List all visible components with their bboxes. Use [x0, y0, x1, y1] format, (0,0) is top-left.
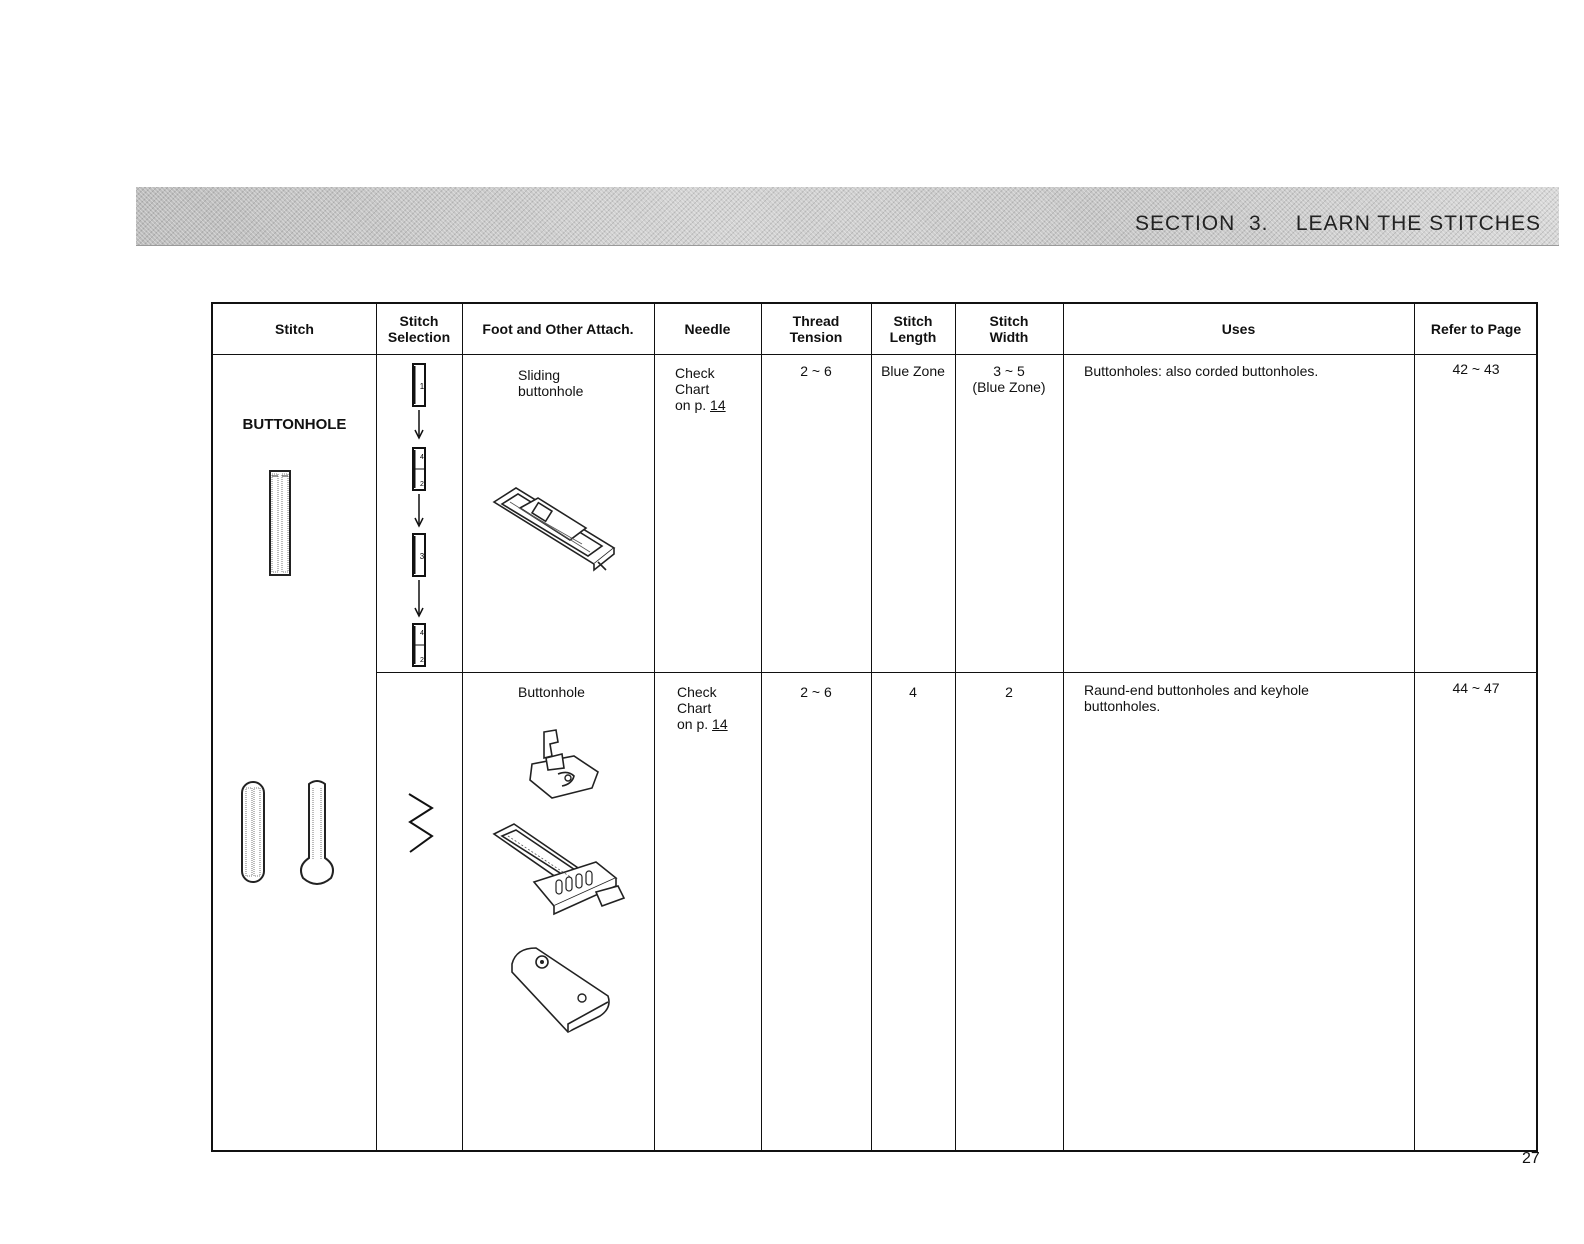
header-uses: Uses [1221, 321, 1256, 337]
needle-page-ref: 14 [712, 716, 728, 732]
column-divider [1414, 304, 1415, 1150]
refer-to-page-value: 42 ~ 43 [1452, 361, 1500, 377]
header-stitch-width: Stitch Width [989, 313, 1029, 345]
svg-text:4: 4 [420, 454, 424, 461]
straight-buttonhole-stitch-icon [268, 468, 292, 578]
down-arrow-icon [415, 580, 423, 616]
stitch-length-value: 4 [909, 684, 917, 700]
column-divider [376, 304, 377, 1150]
round-end-buttonhole-stitch-icon [238, 778, 268, 886]
stitch-selection-sequence [408, 362, 438, 672]
svg-text:4: 4 [420, 630, 424, 637]
column-divider [1063, 304, 1064, 1150]
header-stitch-selection: Stitch Selection [387, 313, 451, 345]
page-number: 27 [1522, 1150, 1540, 1167]
selection-step-label: 3 [419, 552, 425, 561]
header-needle: Needle [684, 321, 731, 337]
buttonhole-foot-icon [522, 728, 602, 800]
selection-step-label: 1 [419, 382, 425, 391]
down-arrow-icon [415, 410, 423, 438]
uses-text: Buttonholes: also corded buttonholes. [1084, 363, 1319, 379]
foot-label: Buttonhole [518, 684, 585, 700]
stitch-length-value: Blue Zone [881, 363, 945, 379]
down-arrow-icon [415, 494, 423, 526]
header-thread-tension: Thread Tension [789, 313, 843, 345]
refer-to-page-value: 44 ~ 47 [1452, 680, 1500, 696]
column-divider [761, 304, 762, 1150]
thread-tension-value: 2 ~ 6 [800, 684, 832, 700]
section-banner [136, 187, 1559, 246]
header-refer-to-page: Refer to Page [1430, 321, 1522, 337]
buttonhole-template-icon [508, 944, 614, 1036]
needle-page-ref: 14 [710, 397, 726, 413]
needle-note: Check Chart on p. 14 [677, 684, 728, 732]
header-stitch-length: Stitch Length [889, 313, 937, 345]
header-foot: Foot and Other Attach. [482, 321, 634, 337]
sliding-buttonhole-foot-icon [490, 478, 620, 578]
stitch-pattern-display-icon [413, 624, 425, 666]
needle-note: Check Chart on p. 14 [675, 365, 726, 413]
column-divider [871, 304, 872, 1150]
stitch-pattern-display-icon [413, 448, 425, 490]
row-divider [376, 672, 1536, 673]
stitch-pattern-display-icon [413, 534, 425, 576]
thread-tension-value: 2 ~ 6 [800, 363, 832, 379]
buttonholer-attachment-icon [492, 822, 628, 922]
header-divider [213, 354, 1536, 355]
header-stitch: Stitch [275, 321, 314, 337]
column-divider [955, 304, 956, 1150]
zigzag-stitch-icon [406, 790, 436, 860]
svg-text:2: 2 [420, 481, 424, 488]
section-title: SECTION 3. LEARN THE STITCHES [1134, 212, 1541, 235]
foot-label: Sliding buttonhole [518, 367, 584, 399]
keyhole-buttonhole-stitch-icon [295, 778, 339, 888]
stitch-name: BUTTONHOLE [242, 416, 347, 433]
stitch-width-value: 2 [1005, 684, 1013, 700]
stitch-width-value: 3 ~ 5 (Blue Zone) [972, 363, 1046, 395]
column-divider [462, 304, 463, 1150]
svg-text:2: 2 [420, 657, 424, 664]
uses-text: Raund-end buttonholes and keyhole buttonholes. [1084, 682, 1309, 714]
column-divider [654, 304, 655, 1150]
stitch-pattern-display-icon [413, 364, 425, 406]
